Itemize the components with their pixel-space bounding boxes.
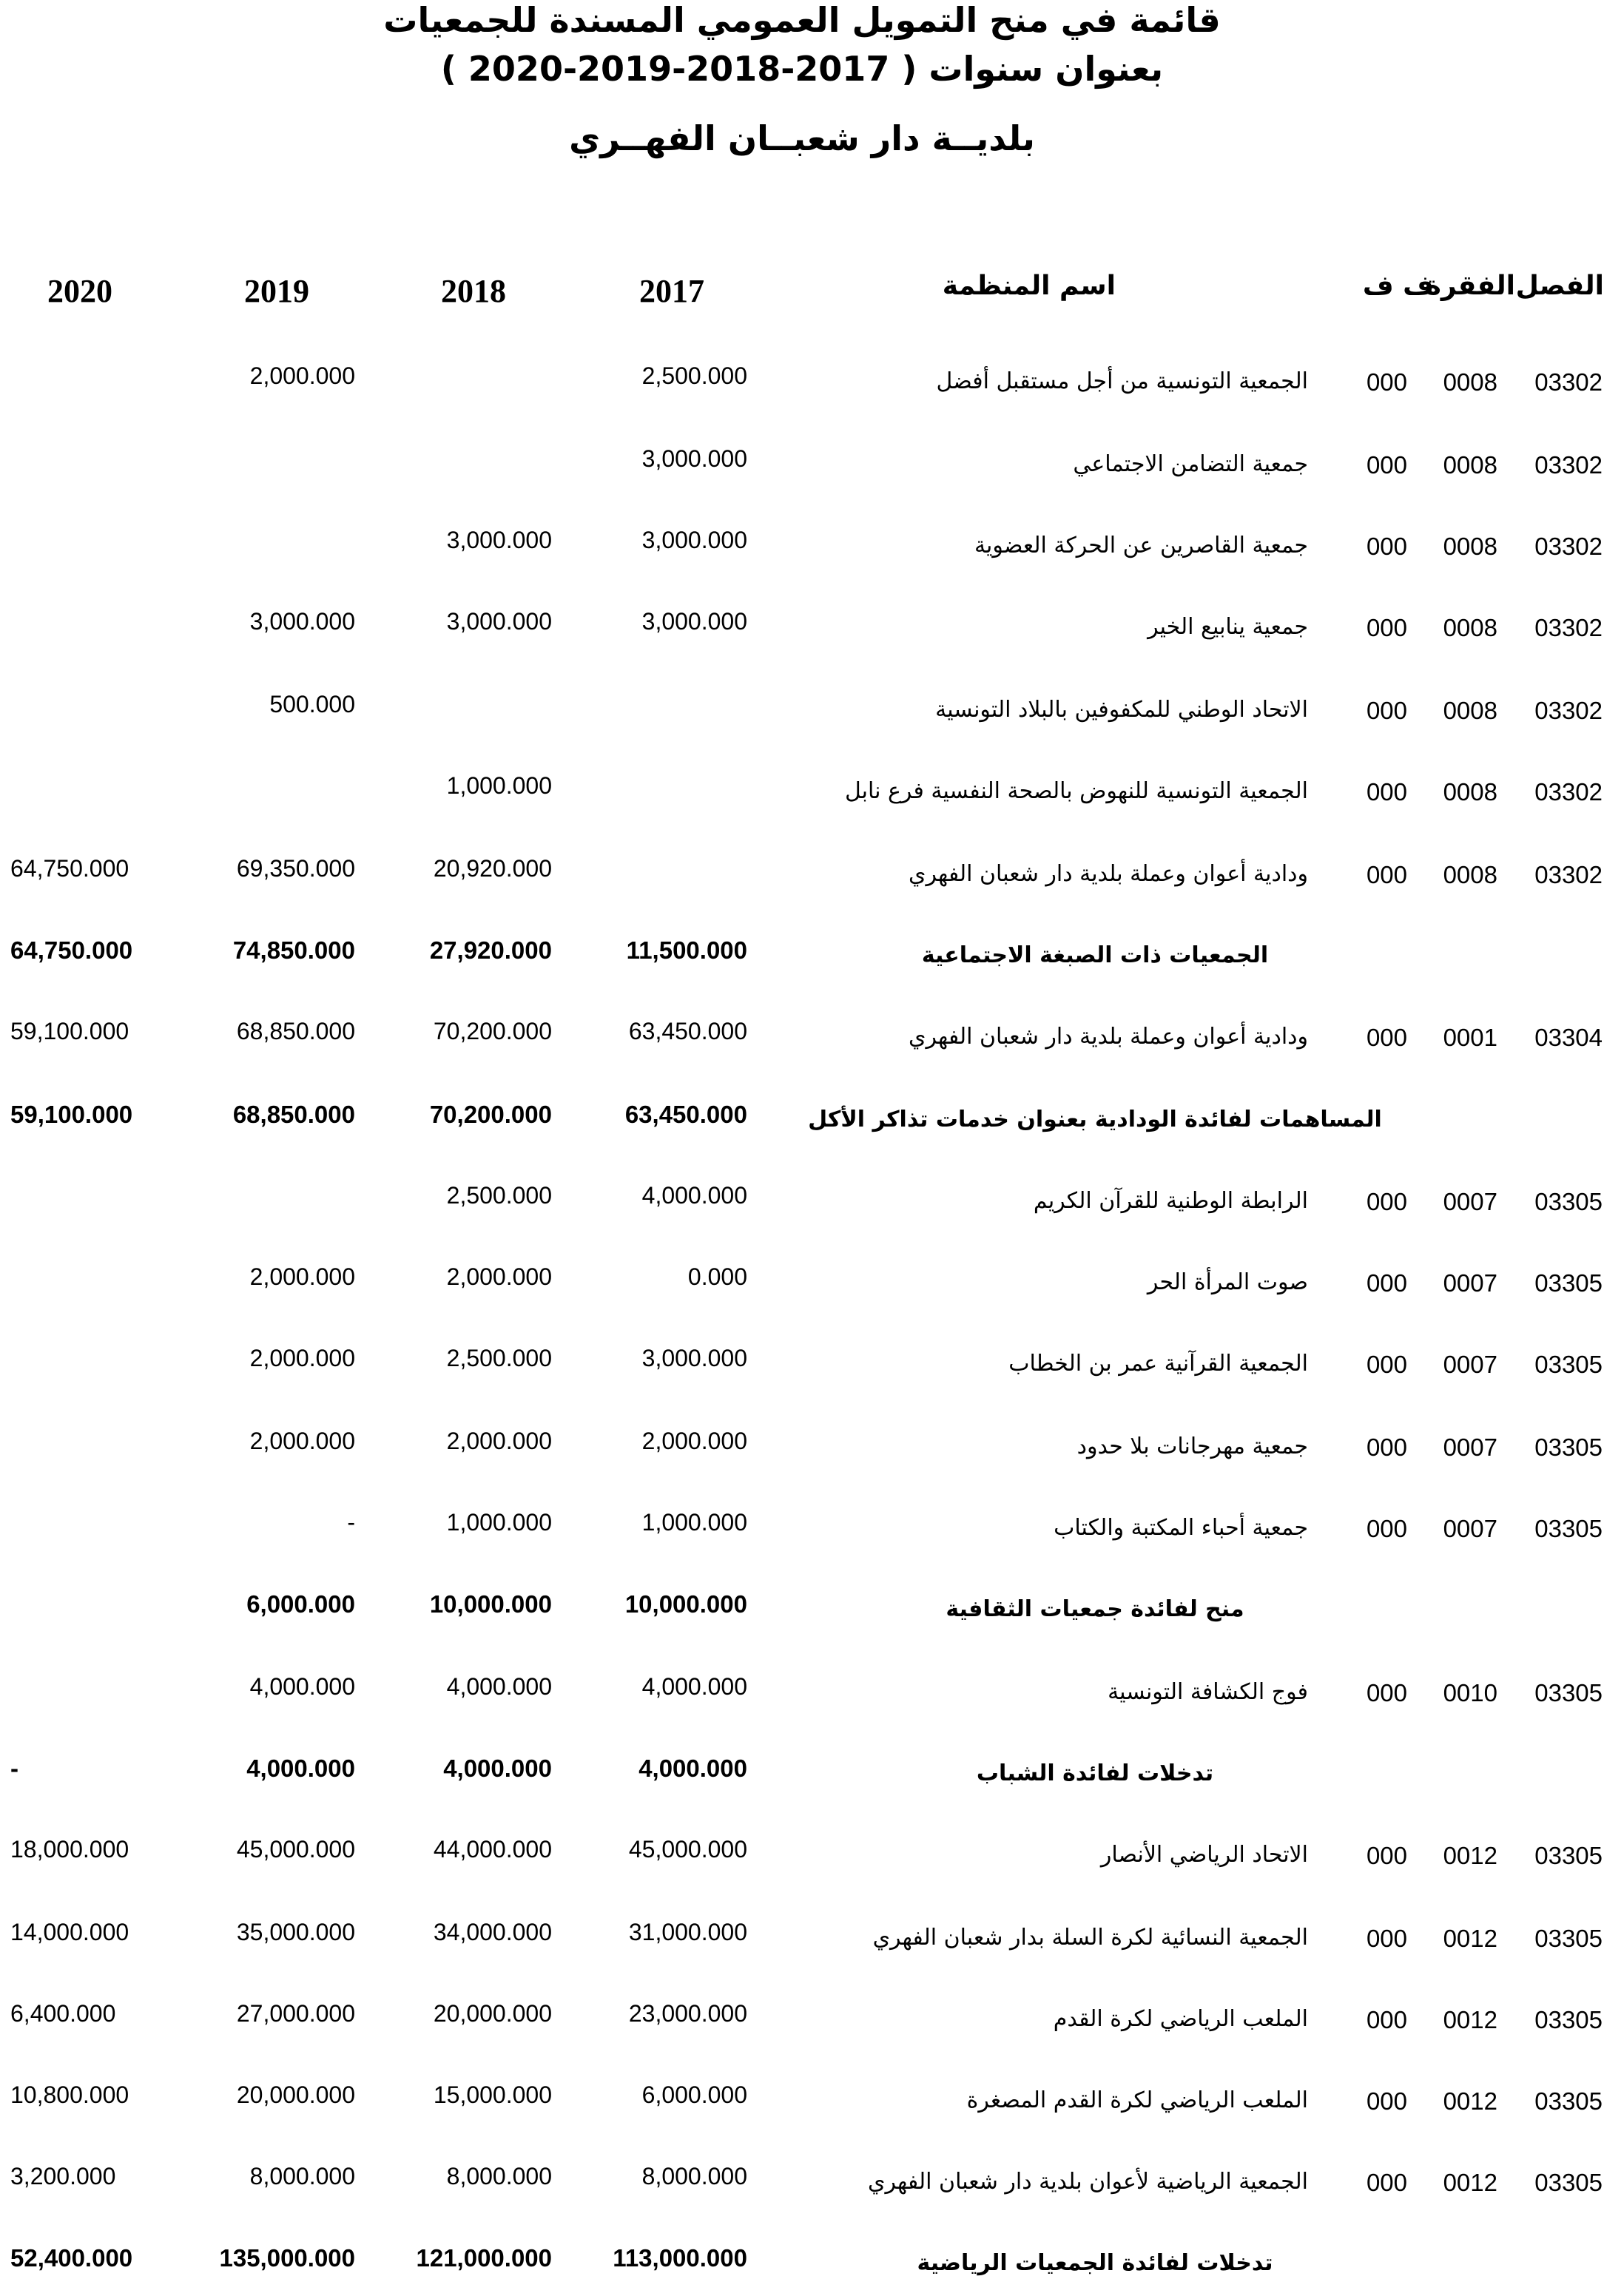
cell-chapter: 03305: [1534, 1188, 1603, 1215]
cell-2017: 31,000.000: [628, 1919, 747, 1945]
cell-sub: 000: [1366, 1188, 1407, 1215]
cell-2020: 3,200.000: [10, 2163, 116, 2189]
cell-paragraph: 0012: [1443, 1842, 1497, 1869]
table-row: [0, 1345, 1604, 1397]
cell-chapter: 03302: [1534, 451, 1603, 479]
cell-2017: 3,000.000: [641, 1345, 747, 1371]
cell-2017: 63,450.000: [628, 1018, 747, 1044]
cell-2020: 10,800.000: [10, 2081, 129, 2108]
cell-org-name: الاتحاد الرياضي الأنصار: [1100, 1842, 1308, 1868]
cell-chapter: 03302: [1534, 861, 1603, 888]
col-header-org: اسم المنظمة: [942, 271, 1116, 301]
cell-chapter: 03305: [1534, 1515, 1603, 1542]
col-header-paragraph: الفقرة: [1425, 271, 1515, 301]
cell-sub: 000: [1366, 1434, 1407, 1461]
cell-subtotal-label: الجمعيات ذات الصبغة الاجتماعية: [921, 942, 1269, 968]
cell-2017: 63,450.000: [624, 1101, 747, 1128]
cell-paragraph: 0012: [1443, 2169, 1497, 2196]
table-row: [0, 1836, 1604, 1888]
cell-subtotal-label: منح لفائدة جمعيات الثقافية: [946, 1596, 1244, 1622]
cell-sub: 000: [1366, 1925, 1407, 1952]
cell-2017: 4,000.000: [641, 1673, 747, 1700]
subtotal-row: [0, 1755, 1604, 1806]
cell-paragraph: 0008: [1443, 368, 1497, 396]
cell-chapter: 03305: [1534, 1351, 1603, 1378]
cell-2019: 69,350.000: [236, 855, 355, 882]
cell-sub: 000: [1366, 861, 1407, 888]
cell-paragraph: 0012: [1443, 2006, 1497, 2033]
cell-2020: 18,000.000: [10, 1836, 129, 1863]
cell-chapter: 03305: [1534, 2006, 1603, 2033]
cell-paragraph: 0008: [1443, 861, 1497, 888]
table-row: [0, 2163, 1604, 2215]
cell-chapter: 03302: [1534, 778, 1603, 806]
col-header-sub: ف ف: [1362, 271, 1434, 301]
cell-sub: 000: [1366, 1024, 1407, 1051]
cell-2018: 44,000.000: [433, 1836, 552, 1863]
cell-sub: 000: [1366, 697, 1407, 724]
cell-sub: 000: [1366, 2087, 1407, 2115]
cell-org-name: صوت المرأة الحر: [1147, 1269, 1308, 1295]
cell-org-name: ودادية أعوان وعملة بلدية دار شعبان الفهري: [908, 1024, 1308, 1050]
subtotal-row: [0, 2244, 1604, 2296]
cell-2017: 11,500.000: [626, 936, 747, 964]
cell-2019: 6,000.000: [246, 1590, 355, 1618]
table-row: [0, 2000, 1604, 2052]
cell-2020: 64,750.000: [10, 855, 129, 882]
col-header-chapter: الفصل: [1515, 271, 1604, 301]
cell-2018: 8,000.000: [446, 2163, 552, 2189]
cell-2020: 64,750.000: [10, 936, 133, 964]
cell-sub: 000: [1366, 1842, 1407, 1869]
cell-paragraph: 0010: [1443, 1679, 1497, 1706]
cell-sub: 000: [1366, 1351, 1407, 1378]
cell-2020: 6,400.000: [10, 2000, 116, 2027]
subtotal-row: [0, 1101, 1604, 1152]
cell-paragraph: 0007: [1443, 1269, 1497, 1297]
cell-2017: 2,000.000: [641, 1428, 747, 1454]
cell-chapter: 03302: [1534, 533, 1603, 560]
cell-2017: 3,000.000: [641, 527, 747, 553]
cell-2018: 10,000.000: [429, 1590, 552, 1618]
table-row: [0, 1263, 1604, 1315]
cell-2020: 59,100.000: [10, 1018, 129, 1044]
cell-2017: 3,000.000: [641, 445, 747, 472]
cell-sub: 000: [1366, 368, 1407, 396]
cell-2019: 500.000: [269, 691, 355, 718]
cell-2018: 2,000.000: [446, 1263, 552, 1290]
cell-2020: -: [10, 1755, 18, 1782]
cell-chapter: 03305: [1534, 1842, 1603, 1869]
cell-2018: 4,000.000: [443, 1755, 552, 1782]
col-header-2018: 2018: [441, 273, 506, 309]
cell-2019: 27,000.000: [236, 2000, 355, 2027]
cell-org-name: جمعية التضامن الاجتماعي: [1073, 451, 1308, 477]
cell-2018: 34,000.000: [433, 1919, 552, 1945]
cell-2017: 4,000.000: [641, 1182, 747, 1209]
cell-2019: 8,000.000: [249, 2163, 355, 2189]
table-row: [0, 1919, 1604, 1971]
cell-org-name: جمعية مهرجانات بلا حدود: [1076, 1434, 1308, 1459]
table-row: [0, 1182, 1604, 1234]
cell-paragraph: 0007: [1443, 1188, 1497, 1215]
cell-2019: 68,850.000: [236, 1018, 355, 1044]
cell-sub: 000: [1366, 1679, 1407, 1706]
col-header-2017: 2017: [639, 273, 704, 309]
cell-paragraph: 0007: [1443, 1434, 1497, 1461]
cell-2018: 2,000.000: [446, 1428, 552, 1454]
cell-chapter: 03305: [1534, 2169, 1603, 2196]
table-row: [0, 445, 1604, 497]
cell-2019: 4,000.000: [246, 1755, 355, 1782]
cell-org-name: جمعية القاصرين عن الحركة العضوية: [974, 533, 1308, 558]
cell-2019: 2,000.000: [249, 1345, 355, 1371]
cell-paragraph: 0008: [1443, 697, 1497, 724]
cell-2018: 70,200.000: [433, 1018, 552, 1044]
cell-org-name: الجمعية الرياضية لأعوان بلدية دار شعبان الفهري: [867, 2169, 1308, 2195]
cell-2020: 14,000.000: [10, 1919, 129, 1945]
cell-chapter: 03304: [1534, 1024, 1603, 1051]
cell-org-name: الجمعية التونسية للنهوض بالصحة النفسية فرع نابل: [844, 778, 1308, 804]
cell-2019: 2,000.000: [249, 362, 355, 389]
cell-paragraph: 0008: [1443, 614, 1497, 641]
cell-2019: 74,850.000: [232, 936, 355, 964]
cell-2018: 4,000.000: [446, 1673, 552, 1700]
table-row: [0, 691, 1604, 743]
cell-2017: 8,000.000: [641, 2163, 747, 2189]
cell-subtotal-label: تدخلات لفائدة الشباب: [976, 1760, 1214, 1786]
cell-paragraph: 0001: [1443, 1024, 1497, 1051]
cell-chapter: 03302: [1534, 614, 1603, 641]
cell-chapter: 03305: [1534, 1679, 1603, 1706]
cell-2020: 52,400.000: [10, 2244, 133, 2272]
cell-2018: 20,920.000: [433, 855, 552, 882]
table-row: [0, 1018, 1604, 1070]
document-title: قائمة في منح التمويل العمومي المسندة للجمعيات: [383, 0, 1221, 40]
cell-2018: 2,500.000: [446, 1182, 552, 1209]
cell-subtotal-label: المساهمات لفائدة الودادية بعنوان خدمات تذاكر الأكل: [808, 1107, 1382, 1132]
table-row: [0, 772, 1604, 824]
document-subtitle-years: بعنوان سنوات ( 2017-2018-2019-2020 ): [440, 49, 1164, 89]
cell-org-name: فوج الكشافة التونسية: [1108, 1679, 1308, 1705]
cell-sub: 000: [1366, 778, 1407, 806]
cell-sub: 000: [1366, 1269, 1407, 1297]
table-row: [0, 527, 1604, 578]
cell-2019: -: [347, 1509, 355, 1536]
cell-2019: 2,000.000: [249, 1263, 355, 1290]
cell-chapter: 03305: [1534, 2087, 1603, 2115]
cell-subtotal-label: تدخلات لفائدة الجمعيات الرياضية: [917, 2250, 1273, 2276]
cell-sub: 000: [1366, 2169, 1407, 2196]
cell-2018: 3,000.000: [446, 608, 552, 635]
cell-2017: 23,000.000: [628, 2000, 747, 2027]
cell-paragraph: 0008: [1443, 533, 1497, 560]
cell-chapter: 03305: [1534, 1925, 1603, 1952]
cell-paragraph: 0007: [1443, 1351, 1497, 1378]
cell-2018: 2,500.000: [446, 1345, 552, 1371]
col-header-2019: 2019: [244, 273, 309, 309]
cell-org-name: الملعب الرياضي لكرة القدم: [1053, 2006, 1308, 2032]
table-row: [0, 1509, 1604, 1561]
cell-org-name: جمعية أحباء المكتبة والكتاب: [1054, 1515, 1308, 1541]
cell-org-name: الرابطة الوطنية للقرآن الكريم: [1033, 1188, 1308, 1214]
cell-2017: 0.000: [687, 1263, 747, 1290]
cell-2017: 45,000.000: [628, 1836, 747, 1863]
table-row: [0, 362, 1604, 414]
subtotal-row: [0, 936, 1604, 988]
cell-2017: 113,000.000: [613, 2244, 747, 2272]
subtotal-row: [0, 1590, 1604, 1642]
table-row: [0, 2081, 1604, 2133]
cell-2017: 3,000.000: [641, 608, 747, 635]
cell-2018: 27,920.000: [429, 936, 552, 964]
cell-2017: 4,000.000: [638, 1755, 747, 1782]
cell-chapter: 03302: [1534, 697, 1603, 724]
cell-sub: 000: [1366, 1515, 1407, 1542]
cell-2017: 2,500.000: [641, 362, 747, 389]
table-row: [0, 608, 1604, 660]
cell-paragraph: 0008: [1443, 451, 1497, 479]
cell-2019: 3,000.000: [249, 608, 355, 635]
cell-paragraph: 0012: [1443, 1925, 1497, 1952]
cell-2018: 1,000.000: [446, 772, 552, 799]
cell-2018: 1,000.000: [446, 1509, 552, 1536]
cell-2019: 4,000.000: [249, 1673, 355, 1700]
cell-sub: 000: [1366, 533, 1407, 560]
cell-org-name: الملعب الرياضي لكرة القدم المصغرة: [966, 2087, 1308, 2113]
cell-paragraph: 0008: [1443, 778, 1497, 806]
cell-2019: 135,000.000: [219, 2244, 355, 2272]
cell-sub: 000: [1366, 2006, 1407, 2033]
cell-2018: 3,000.000: [446, 527, 552, 553]
cell-2020: 59,100.000: [10, 1101, 133, 1128]
cell-2019: 45,000.000: [236, 1836, 355, 1863]
cell-paragraph: 0007: [1443, 1515, 1497, 1542]
cell-sub: 000: [1366, 451, 1407, 479]
table-row: [0, 855, 1604, 907]
document-municipality: بلديــة دار شعبــان الفهــري: [569, 118, 1035, 158]
cell-2017: 1,000.000: [641, 1509, 747, 1536]
col-header-2020: 2020: [47, 273, 112, 309]
cell-chapter: 03302: [1534, 368, 1603, 396]
cell-2019: 2,000.000: [249, 1428, 355, 1454]
cell-2019: 68,850.000: [232, 1101, 355, 1128]
cell-2018: 20,000.000: [433, 2000, 552, 2027]
cell-org-name: الجمعية النسائية لكرة السلة بدار شعبان الفهري: [872, 1925, 1308, 1951]
cell-org-name: الاتحاد الوطني للمكفوفين بالبلاد التونسية: [935, 697, 1308, 723]
table-row: [0, 1428, 1604, 1479]
cell-chapter: 03305: [1534, 1434, 1603, 1461]
cell-sub: 000: [1366, 614, 1407, 641]
cell-2018: 70,200.000: [429, 1101, 552, 1128]
cell-2019: 35,000.000: [236, 1919, 355, 1945]
table-row: [0, 1673, 1604, 1725]
cell-org-name: جمعية ينابيع الخير: [1148, 614, 1308, 640]
cell-2017: 10,000.000: [624, 1590, 747, 1618]
cell-2018: 121,000.000: [416, 2244, 552, 2272]
cell-chapter: 03305: [1534, 1269, 1603, 1297]
cell-org-name: الجمعية التونسية من أجل مستقبل أفضل: [936, 368, 1308, 394]
cell-2017: 6,000.000: [641, 2081, 747, 2108]
cell-org-name: الجمعية القرآنية عمر بن الخطاب: [1008, 1351, 1308, 1377]
cell-org-name: ودادية أعوان وعملة بلدية دار شعبان الفهري: [908, 861, 1308, 887]
cell-paragraph: 0012: [1443, 2087, 1497, 2115]
cell-2019: 20,000.000: [236, 2081, 355, 2108]
cell-2018: 15,000.000: [433, 2081, 552, 2108]
